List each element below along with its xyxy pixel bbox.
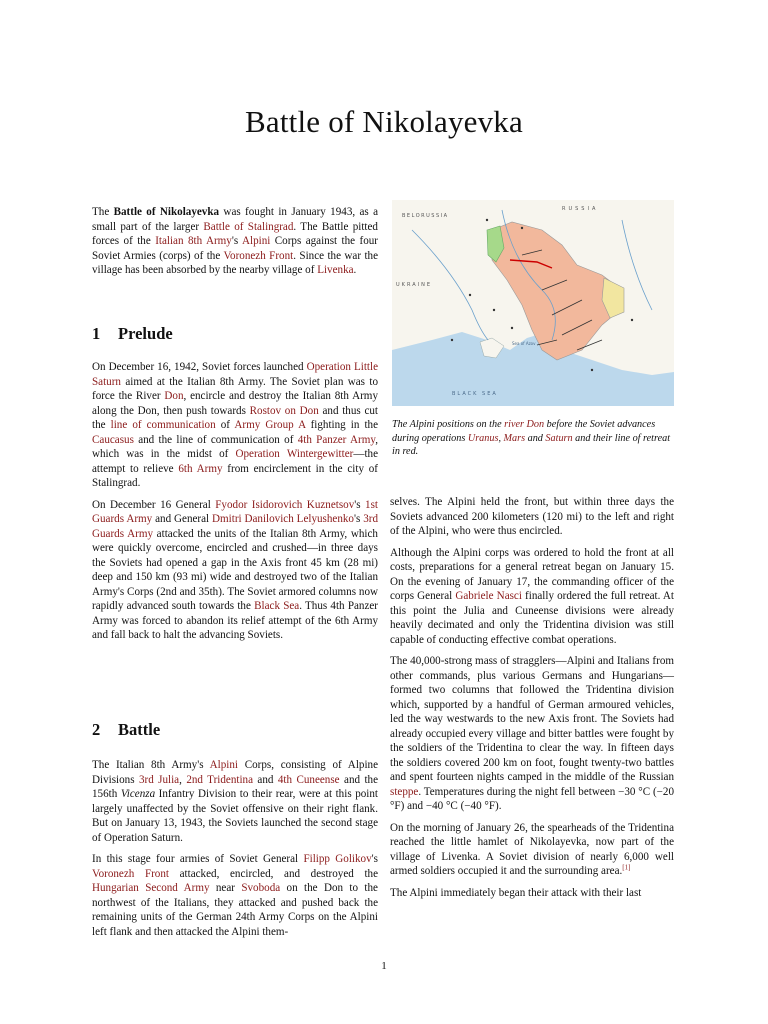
section-heading-prelude: 1 Prelude: [92, 324, 173, 343]
right-paragraph-4: The Alpini immediately began their attack with their last: [390, 886, 642, 899]
link-saturn[interactable]: Saturn: [545, 432, 573, 444]
map-caption: The Alpini positions on the river Don before the Soviet advances during operations Uranus, Mars and Saturn and their line of retreat in red.: [392, 419, 671, 457]
link-svoboda[interactable]: Svoboda: [241, 882, 281, 894]
right-paragraph-2: The 40,000-strong mass of stragglers—Alpini and Italians from other commands, plus various Germans and Hungarians—formed two columns that followed the Tridentina division which, supported by a handful of German armoured vehicles, led the way westwards to the new Axis front. The Soviets had already occupied every village and bitter battles were fought by the soldiers of the Tridentina to clear the way. In fifteen days the soldiers covered 200 km on foot, fought twenty-two battles and spent fourteen nights camped in the middle of the Russian steppe. Temperatures during the night fell between −30 °C (−20 °F) and −40 °C (−40 °F).: [390, 655, 674, 812]
link-mars[interactable]: Mars: [503, 432, 526, 444]
link-alpini-2[interactable]: Alpini: [209, 759, 238, 771]
link-rostov-on-don[interactable]: Rostov on Don: [249, 404, 319, 417]
battle-paragraph-2: In this stage four armies of Soviet General Filipp Golikov's Voronezh Front attacked, encircled, and destroyed the Hungarian Second Army near Svoboda on the Don to the northwest of the Italians, they attacked and pushed back the remaining units of the German 24th Army Corps on the Alpini left flank and then attacked the Alpini them-: [92, 853, 378, 938]
link-4th-cuneense[interactable]: 4th Cuneense: [277, 773, 340, 786]
link-gabriele-nasci[interactable]: Gabriele Nasci: [455, 590, 522, 602]
right-paragraph-3: On the morning of January 26, the spearheads of the Tridentina reached the little hamlet of Nikolayevka, now part of the village of Livenka. A Soviet division of nearly 6,000 well armed soldiers occupied it and the surrounding area.[1]: [390, 821, 674, 877]
link-alpini[interactable]: Alpini: [241, 235, 271, 247]
link-black-sea[interactable]: Black Sea: [254, 600, 300, 612]
map-label-belorussia: BELORUSSIA: [402, 213, 449, 219]
link-operation-wintergewitter[interactable]: Operation Wintergewitter: [235, 448, 354, 460]
link-voronezh-front[interactable]: Voronezh Front: [223, 249, 294, 262]
intro-paragraph: The Battle of Nikolayevka was fought in January 1943, as a small part of the larger Battle of Stalingrad. The Battle pitted forces of the Italian 8th Army's Alpini Corps against the four Soviet Armies (corps) of the Voronezh Front. Since the war the village has been absorbed by the nearby village of Livenka.: [92, 206, 379, 276]
page-title: Battle of Nikolayevka: [245, 104, 523, 139]
map-label-ukraine: UKRAINE: [396, 282, 433, 288]
battle-map-figure: [392, 200, 674, 406]
link-steppe[interactable]: steppe: [390, 785, 419, 798]
link-don[interactable]: Don: [164, 390, 184, 402]
link-caucasus[interactable]: Caucasus: [92, 433, 134, 446]
right-paragraph-1: Although the Alpini corps was ordered to hold the front at all costs, preparations for a general retreat began on January 15. On the evening of January 17, the commanding officer of the corps General Gabriele Nasci finally ordered the full retreat. At this point the Julia and Cuneense divisions were already heavily decimated and only the Tridentina division was still capable of conducting effective combat operations.: [390, 546, 674, 646]
right-paragraph-0: selves. The Alpini held the front, but within three days the Soviets advanced 200 kilometers (120 mi) to the left and right of the Alpini, who were thus encircled.: [390, 496, 674, 537]
link-italian-8th-army[interactable]: Italian 8th Army: [155, 235, 232, 247]
link-army-group-a[interactable]: Army Group A: [234, 419, 306, 431]
link-1st-guards-army[interactable]: 1st Guards Army: [92, 498, 378, 525]
link-fyodor-kuznetsov[interactable]: Fyodor Isidorovich Kuznetsov: [215, 498, 355, 511]
reference-1[interactable]: [1]: [622, 863, 631, 872]
link-operation-little-saturn[interactable]: Operation Little Saturn: [92, 361, 378, 388]
map-label-black-sea: BLACK SEA: [452, 391, 498, 397]
page-number: 1: [381, 960, 387, 972]
link-3rd-julia[interactable]: 3rd Julia: [138, 773, 180, 786]
link-4th-panzer-army[interactable]: 4th Panzer Army: [297, 433, 376, 446]
battle-paragraph-1: The Italian 8th Army's Alpini Corps, consisting of Alpine Divisions 3rd Julia, 2nd Tridentina and 4th Cuneense and the 156th Vicenza Infantry Division to their rear, were at this point largely unaffected by the Soviet offensive on their right flank. But on January 13, 1943, the Soviets launched the second stage of Operation Saturn.: [92, 759, 379, 844]
link-line-of-communication[interactable]: line of communication: [110, 419, 216, 431]
link-2nd-tridentina[interactable]: 2nd Tridentina: [186, 773, 254, 786]
link-filipp-golikov[interactable]: Filipp Golikov: [303, 853, 372, 865]
prelude-text: [92, 360, 378, 650]
right-column-text: [390, 495, 674, 907]
prelude-paragraph-2: On December 16 General Fyodor Isidorovich Kuznetsov's 1st Guards Army and General Dmitri Danilovich Lelyushenko's 3rd Guards Army attacked the units of the Italian 8th Army, which were quickly overcome, encircled and crushed—in three days the Soviets had opened a gap in the Axis front 45 km (28 mi) deep and 150 km (93 mi) wide and destroyed two of the Italian Army's Corps (2nd and 35th). The Soviet armored columns now rapidly advanced south towards the Black Sea. Thus 4th Panzer Army was forced to abandon its relief attempt of the 6th Army and fall back to halt the advancing Soviets.: [92, 498, 379, 641]
link-livenka[interactable]: Livenka: [317, 264, 354, 276]
map-label-russia: RUSSIA: [562, 206, 599, 212]
article-subject: Battle of Nikolayevka: [113, 206, 220, 218]
link-dmitri-lelyushenko[interactable]: Dmitri Danilovich Lelyushenko: [212, 513, 354, 525]
battle-text: [92, 758, 378, 946]
link-hungarian-second-army[interactable]: Hungarian Second Army: [92, 882, 210, 894]
link-6th-army[interactable]: 6th Army: [178, 462, 223, 475]
section-heading-battle: 2 Battle: [92, 720, 161, 739]
link-voronezh-front-2[interactable]: Voronezh Front: [92, 867, 169, 880]
link-uranus[interactable]: Uranus: [467, 432, 499, 444]
link-river-don[interactable]: river Don: [504, 419, 545, 430]
map-graphic: [392, 200, 674, 406]
link-battle-of-stalingrad[interactable]: Battle of Stalingrad: [203, 220, 294, 233]
link-3rd-guards-army[interactable]: 3rd Guards Army: [92, 513, 378, 540]
map-label-sea-of-azov: Sea of Azov: [512, 341, 536, 346]
prelude-paragraph-1: On December 16, 1942, Soviet forces launched Operation Little Saturn aimed at the Italian 8th Army. The Soviet plan was to force the River Don, encircle and destroy the Italian 8th Army along the Don, then push towards Rostov on Don and thus cut the line of communication of Army Group A fighting in the Caucasus and the line of communication of 4th Panzer Army, which was in the midst of Operation Wintergewitter—the attempt to relieve 6th Army from encirclement in the city of Stalingrad.: [92, 361, 379, 489]
